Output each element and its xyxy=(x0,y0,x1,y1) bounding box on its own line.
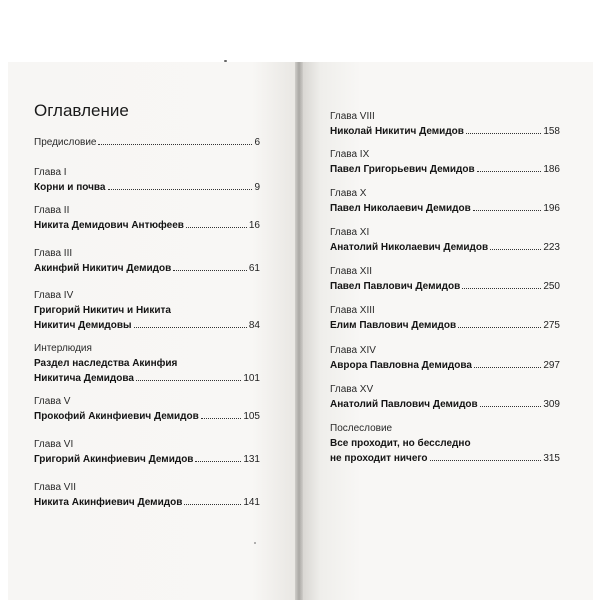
toc-entry-title: Никитича Демидова xyxy=(34,373,134,384)
toc-entry xyxy=(330,109,560,139)
dot-leader xyxy=(473,210,542,211)
toc-entry-title: Павел Николаевич Демидов xyxy=(330,203,471,214)
toc-entry-title: Елим Павлович Демидов xyxy=(330,320,457,331)
toc-page-number: 158 xyxy=(543,126,560,137)
toc-entry xyxy=(34,394,260,424)
toc-entry-label: Глава VI xyxy=(34,439,74,450)
toc-entry-title: Павел Павлович Демидов xyxy=(330,281,461,292)
toc-page-number: 84 xyxy=(248,320,260,331)
toc-entry-label: Глава XIII xyxy=(330,305,375,316)
toc-entry xyxy=(330,225,560,255)
dot-leader xyxy=(458,327,541,328)
toc-entry xyxy=(34,480,260,510)
toc-entry-label: Глава XII xyxy=(330,266,373,277)
toc-entry-title: Анатолий Николаевич Демидов xyxy=(330,242,489,253)
toc-entry-label: Глава III xyxy=(34,248,73,259)
dot-leader xyxy=(186,227,247,228)
toc-page-number: 297 xyxy=(543,360,560,371)
toc-entry-title: Аврора Павловна Демидова xyxy=(330,360,472,371)
dot-leader xyxy=(466,133,541,134)
dot-leader xyxy=(477,171,542,172)
toc-page-number: 315 xyxy=(543,453,560,464)
toc-page-number: 250 xyxy=(543,281,560,292)
toc-entry xyxy=(330,303,560,333)
toc-page-number: 16 xyxy=(248,220,260,231)
toc-entry-label: Глава IV xyxy=(34,290,74,301)
toc-page-number: 61 xyxy=(248,263,260,274)
toc-entry xyxy=(330,264,560,294)
toc-entry-title: Акинфий Никитич Демидов xyxy=(34,263,172,274)
dot-leader xyxy=(173,270,247,271)
toc-entry-title: Никита Акинфиевич Демидов xyxy=(34,497,183,508)
toc-entry-title: Никитич Демидовы xyxy=(34,320,132,331)
toc-page-number: 309 xyxy=(543,399,560,410)
toc-page-number: 223 xyxy=(543,242,560,253)
toc-entry xyxy=(34,288,260,333)
dot-leader xyxy=(462,288,541,289)
toc-page-number: 105 xyxy=(243,411,260,422)
toc-entry-title: Раздел наследства Акинфия xyxy=(34,358,178,369)
page-speck xyxy=(254,542,256,544)
toc-entry-title: Павел Григорьевич Демидов xyxy=(330,164,475,175)
toc-entry-title: Григорий Акинфиевич Демидов xyxy=(34,454,194,465)
toc-entry-label: Глава XI xyxy=(330,227,370,238)
toc-entry-label: Глава VII xyxy=(34,482,77,493)
toc-entry-label: Глава IX xyxy=(330,149,370,160)
toc-entry xyxy=(34,203,260,233)
toc-entry-title: Прокофий Акинфиевич Демидов xyxy=(34,411,199,422)
toc-entry xyxy=(330,343,560,373)
toc-entry-title: Все проходит, но бесследно xyxy=(330,438,471,449)
toc-entry-title: Григорий Никитич и Никита xyxy=(34,305,171,316)
toc-entry xyxy=(330,186,560,216)
toc-page-number: 141 xyxy=(243,497,260,508)
toc-entry-label: Глава XIV xyxy=(330,345,376,356)
dot-leader xyxy=(136,380,241,381)
toc-entry-label: Глава V xyxy=(34,396,71,407)
toc-entry-label: Послесловие xyxy=(330,423,393,434)
dot-leader xyxy=(480,406,542,407)
toc-entry xyxy=(34,135,260,150)
toc-entry-label: Глава I xyxy=(34,167,67,178)
toc-heading: Оглавление xyxy=(34,101,129,120)
toc-entry xyxy=(330,421,560,466)
toc-entry-label: Глава II xyxy=(34,205,70,216)
dot-leader xyxy=(134,327,247,328)
toc-page-number: 9 xyxy=(254,182,260,193)
toc-page-number: 131 xyxy=(243,454,260,465)
book-gutter xyxy=(295,62,303,600)
toc-entry xyxy=(330,147,560,177)
dot-leader xyxy=(195,461,241,462)
toc-entry-label: Глава VIII xyxy=(330,111,375,122)
toc-entry-title: Никита Демидович Антюфеев xyxy=(34,220,184,231)
toc-entry xyxy=(34,341,260,386)
toc-entry xyxy=(34,437,260,467)
dot-leader xyxy=(490,249,541,250)
toc-page-number: 275 xyxy=(543,320,560,331)
toc-entry-label: Глава X xyxy=(330,188,367,199)
dot-leader xyxy=(201,418,242,419)
toc-entry-title: не проходит ничего xyxy=(330,453,428,464)
dot-leader xyxy=(108,189,253,190)
toc-entry-title: Анатолий Павлович Демидов xyxy=(330,399,478,410)
toc-entry xyxy=(34,165,260,195)
page-speck xyxy=(224,60,227,62)
dot-leader xyxy=(430,460,542,461)
dot-leader xyxy=(184,504,241,505)
toc-entry-title: Николай Никитич Демидов xyxy=(330,126,464,137)
toc-page-number: 186 xyxy=(543,164,560,175)
toc-page-number: 6 xyxy=(254,137,260,148)
toc-entry xyxy=(34,246,260,276)
dot-leader xyxy=(98,144,252,145)
toc-entry-label: Предисловие xyxy=(34,137,97,148)
toc-entry-label: Интерлюдия xyxy=(34,343,92,354)
toc-entry-title: Корни и почва xyxy=(34,182,106,193)
toc-entry xyxy=(330,382,560,412)
toc-page-number: 196 xyxy=(543,203,560,214)
dot-leader xyxy=(474,367,541,368)
toc-entry-label: Глава XV xyxy=(330,384,374,395)
toc-page-number: 101 xyxy=(243,373,260,384)
